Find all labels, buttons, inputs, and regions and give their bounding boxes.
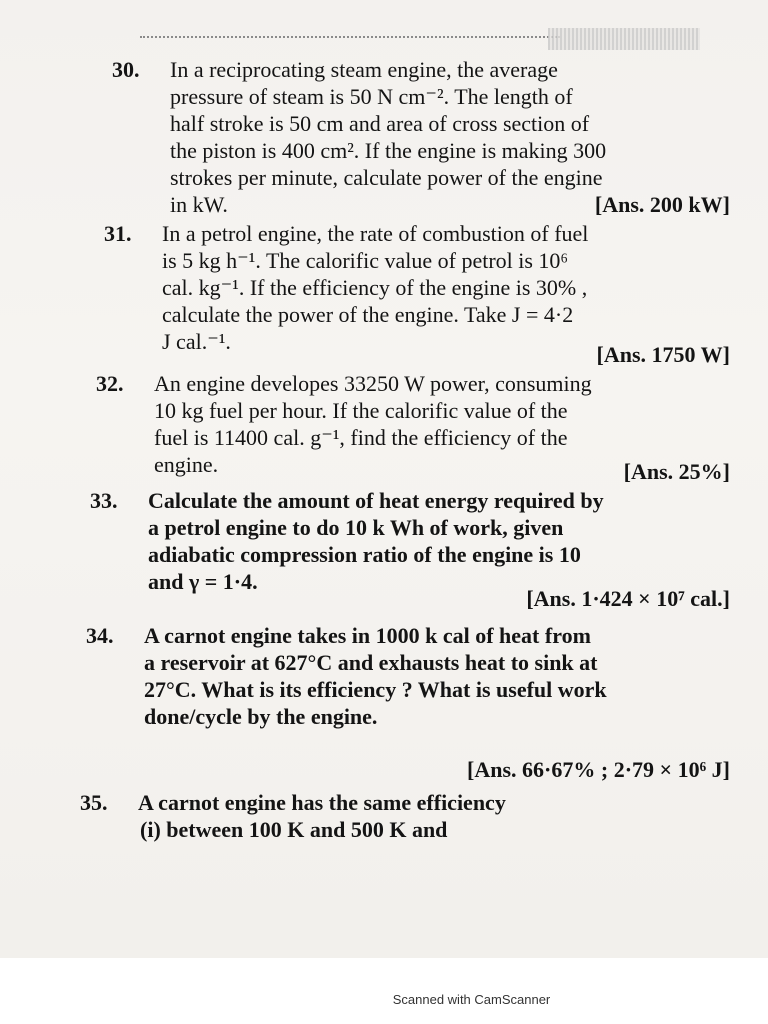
answer: [Ans. 200 kW]	[594, 192, 730, 217]
question-text	[144, 622, 730, 783]
question-number: 32.	[96, 371, 124, 396]
answer: [Ans. 1·424 × 10⁷ cal.]	[526, 586, 730, 611]
question-35	[68, 789, 730, 843]
question-30	[100, 56, 730, 218]
question-line: 10 kg fuel per hour. If the calorific value of the	[154, 398, 568, 423]
question-line: (i) between 100 K and 500 K and	[140, 817, 448, 842]
question-line: a reservoir at 627°C and exhausts heat to sink at	[144, 650, 598, 675]
question-line: the piston is 400 cm². If the engine is making 300	[170, 138, 607, 163]
question-line: A carnot engine has the same efficiency	[138, 790, 506, 815]
answer: [Ans. 1750 W]	[596, 342, 730, 367]
question-line: Calculate the amount of heat energy required by	[148, 488, 604, 513]
question-line: strokes per minute, calculate power of the engine	[170, 165, 603, 190]
question-line: In a reciprocating steam engine, the average	[170, 57, 558, 82]
question-number: 33.	[90, 488, 118, 513]
spacer	[144, 730, 730, 756]
question-line: in kW.	[170, 192, 228, 217]
question-text	[148, 487, 730, 612]
question-list	[80, 52, 730, 843]
header-cropped-title	[548, 28, 700, 50]
question-line: calculate the power of the engine. Take J = 4·2	[162, 302, 574, 327]
watermark-text: Scanned with CamScanner	[392, 992, 551, 1007]
question-text	[154, 370, 730, 485]
question-line: is 5 kg h⁻¹. The calorific value of petrol is 10⁶	[162, 248, 569, 273]
question-line: engine.	[154, 452, 219, 477]
question-line: done/cycle by the engine.	[144, 704, 378, 729]
answer: [Ans. 25%]	[623, 459, 730, 484]
question-number: 35.	[80, 790, 108, 815]
question-text	[170, 56, 730, 218]
answer: [Ans. 66·67% ; 2·79 × 10⁶ J]	[467, 757, 730, 782]
question-line: An engine developes 33250 W power, consuming	[154, 371, 592, 396]
question-line: pressure of steam is 50 N cm⁻². The length of	[170, 84, 573, 109]
question-line: adiabatic compression ratio of the engine is 10	[148, 542, 581, 567]
question-line: half stroke is 50 cm and area of cross section of	[170, 111, 590, 136]
question-number: 30.	[112, 57, 140, 82]
question-line: A carnot engine takes in 1000 k cal of heat from	[144, 623, 591, 648]
question-31	[92, 220, 730, 368]
question-line: and γ = 1·4.	[148, 569, 258, 594]
header-dotted-rule	[140, 36, 560, 38]
question-34	[74, 622, 730, 783]
question-line: fuel is 11400 cal. g⁻¹, find the efficiency of the	[154, 425, 568, 450]
question-text	[138, 789, 730, 843]
question-number: 31.	[104, 221, 132, 246]
question-line: J cal.⁻¹.	[162, 329, 231, 354]
question-line: In a petrol engine, the rate of combustion of fuel	[162, 221, 589, 246]
question-line: 27°C. What is its efficiency ? What is useful work	[144, 677, 607, 702]
question-line: cal. kg⁻¹. If the efficiency of the engine is 30% ,	[162, 275, 588, 300]
question-text	[162, 220, 730, 368]
question-number: 34.	[86, 623, 114, 648]
camscanner-watermark	[0, 992, 768, 1007]
question-32	[84, 370, 730, 485]
question-line: a petrol engine to do 10 k Wh of work, given	[148, 515, 564, 540]
question-33	[78, 487, 730, 612]
